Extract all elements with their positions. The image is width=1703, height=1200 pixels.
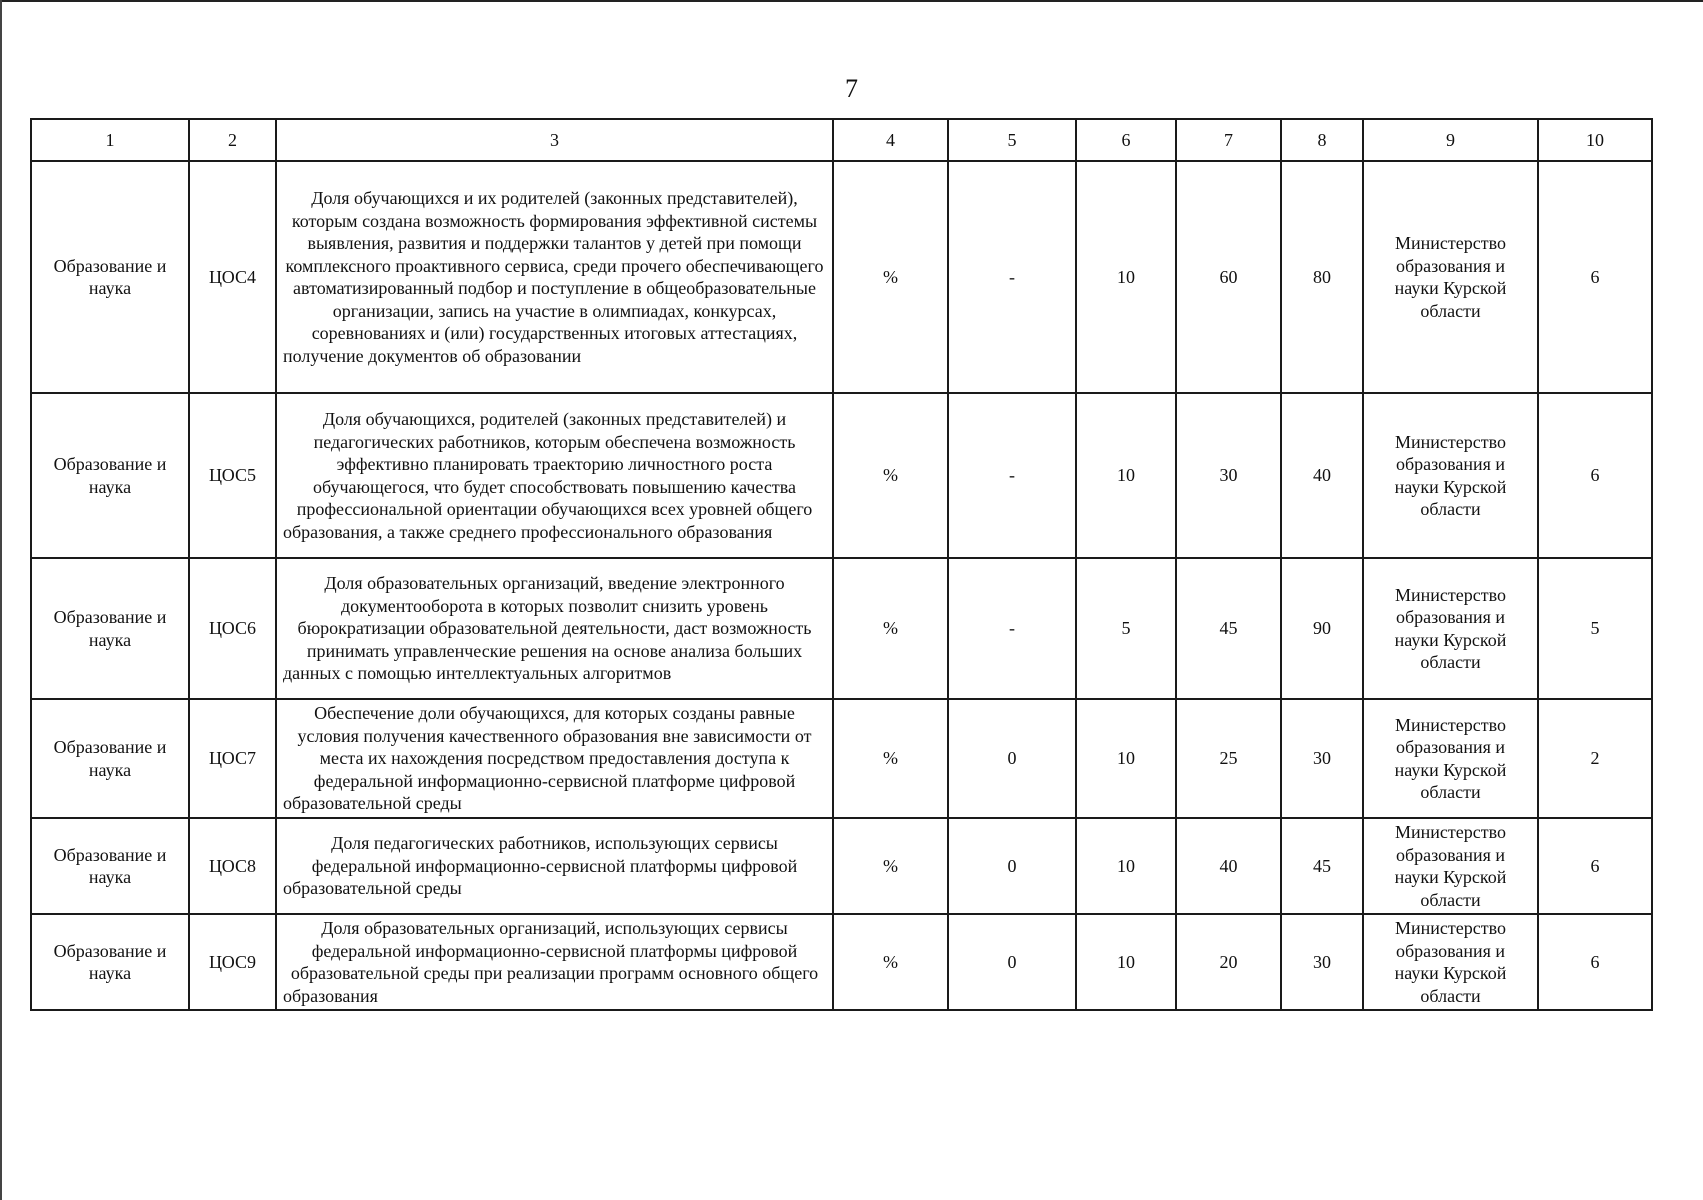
responsible-cell: Министерство образования и науки Курской области — [1363, 914, 1538, 1010]
column-header-4: 4 — [833, 119, 948, 161]
indicator-description: Доля педагогических работников, использующих сервисы федеральной информационно-сервисной платформы цифровой образовательной среды — [276, 818, 833, 914]
sector-cell: Образование и наука — [31, 161, 189, 393]
indicator-description: Доля образовательных организаций, введение электронного документооборота в которых позволит снизить уровень бюрократизации образовательной деятельности, даст возможность принимать управленческие решения на основе анализа больших данных с помощью интеллектуальных алгоритмов — [276, 558, 833, 699]
indicator-code: ЦОС5 — [189, 393, 276, 558]
table-header-row — [31, 119, 1652, 161]
value-col6: 10 — [1076, 699, 1176, 818]
value-col8: 90 — [1281, 558, 1363, 699]
column-header-5: 5 — [948, 119, 1076, 161]
indicator-code: ЦОС6 — [189, 558, 276, 699]
responsible-cell: Министерство образования и науки Курской области — [1363, 818, 1538, 914]
value-col6: 10 — [1076, 914, 1176, 1010]
column-header-10: 10 — [1538, 119, 1652, 161]
value-col7: 25 — [1176, 699, 1281, 818]
value-col5: - — [948, 558, 1076, 699]
indicators-table — [30, 118, 1653, 1011]
value-col7: 20 — [1176, 914, 1281, 1010]
unit-cell: % — [833, 818, 948, 914]
indicator-description: Доля обучающихся, родителей (законных представителей) и педагогических работников, которым обеспечена возможность эффективно планировать траекторию личностного роста обучающегося, что будет способствовать повышению качества профессиональной ориентации обучающихся всех уровней общего образования, а также среднего профессионального образования — [276, 393, 833, 558]
value-col5: 0 — [948, 818, 1076, 914]
unit-cell: % — [833, 393, 948, 558]
scan-edge-top — [0, 0, 1703, 2]
value-col8: 30 — [1281, 914, 1363, 1010]
value-col6: 10 — [1076, 161, 1176, 393]
value-col10: 5 — [1538, 558, 1652, 699]
value-col7: 45 — [1176, 558, 1281, 699]
column-header-8: 8 — [1281, 119, 1363, 161]
unit-cell: % — [833, 914, 948, 1010]
unit-cell: % — [833, 699, 948, 818]
sector-cell: Образование и наука — [31, 558, 189, 699]
indicator-code: ЦОС4 — [189, 161, 276, 393]
value-col6: 10 — [1076, 818, 1176, 914]
column-header-7: 7 — [1176, 119, 1281, 161]
indicator-description: Обеспечение доли обучающихся, для которых созданы равные условия получения качественного образования вне зависимости от места их нахождения посредством предоставления доступа к федеральной информационно-сервисной платформе цифровой образовательной среды — [276, 699, 833, 818]
column-header-6: 6 — [1076, 119, 1176, 161]
value-col10: 6 — [1538, 818, 1652, 914]
value-col5: 0 — [948, 699, 1076, 818]
indicator-description: Доля обучающихся и их родителей (законных представителей), которым создана возможность формирования эффективной системы выявления, развития и поддержки талантов у детей при помощи комплексного проактивного сервиса, среди прочего обеспечивающего автоматизированный подбор и поступление в общеобразовательные организации, запись на участие в олимпиадах, конкурсах, соревнованиях и (или) государственных итоговых аттестациях, получение документов об образовании — [276, 161, 833, 393]
scan-edge-left — [0, 0, 2, 1200]
table-row — [31, 161, 1652, 393]
value-col10: 6 — [1538, 914, 1652, 1010]
responsible-cell: Министерство образования и науки Курской области — [1363, 393, 1538, 558]
value-col6: 5 — [1076, 558, 1176, 699]
column-header-1: 1 — [31, 119, 189, 161]
value-col10: 6 — [1538, 393, 1652, 558]
value-col5: 0 — [948, 914, 1076, 1010]
unit-cell: % — [833, 558, 948, 699]
table-row — [31, 818, 1652, 914]
responsible-cell: Министерство образования и науки Курской области — [1363, 161, 1538, 393]
sector-cell: Образование и наука — [31, 393, 189, 558]
indicator-code: ЦОС8 — [189, 818, 276, 914]
column-header-3: 3 — [276, 119, 833, 161]
column-header-9: 9 — [1363, 119, 1538, 161]
sector-cell: Образование и наука — [31, 699, 189, 818]
table-row — [31, 699, 1652, 818]
value-col10: 2 — [1538, 699, 1652, 818]
value-col10: 6 — [1538, 161, 1652, 393]
value-col8: 45 — [1281, 818, 1363, 914]
responsible-cell: Министерство образования и науки Курской области — [1363, 699, 1538, 818]
value-col8: 80 — [1281, 161, 1363, 393]
value-col8: 40 — [1281, 393, 1363, 558]
value-col7: 30 — [1176, 393, 1281, 558]
table-row — [31, 558, 1652, 699]
indicator-code: ЦОС9 — [189, 914, 276, 1010]
table-row — [31, 914, 1652, 1010]
indicator-code: ЦОС7 — [189, 699, 276, 818]
value-col5: - — [948, 393, 1076, 558]
value-col6: 10 — [1076, 393, 1176, 558]
table-row — [31, 393, 1652, 558]
value-col7: 60 — [1176, 161, 1281, 393]
sector-cell: Образование и наука — [31, 914, 189, 1010]
indicator-description: Доля образовательных организаций, использующих сервисы федеральной информационно-сервисной платформы цифровой образовательной среды при реализации программ основного общего образования — [276, 914, 833, 1010]
sector-cell: Образование и наука — [31, 818, 189, 914]
responsible-cell: Министерство образования и науки Курской области — [1363, 558, 1538, 699]
unit-cell: % — [833, 161, 948, 393]
column-header-2: 2 — [189, 119, 276, 161]
value-col7: 40 — [1176, 818, 1281, 914]
value-col5: - — [948, 161, 1076, 393]
value-col8: 30 — [1281, 699, 1363, 818]
page-number: 7 — [845, 74, 858, 103]
